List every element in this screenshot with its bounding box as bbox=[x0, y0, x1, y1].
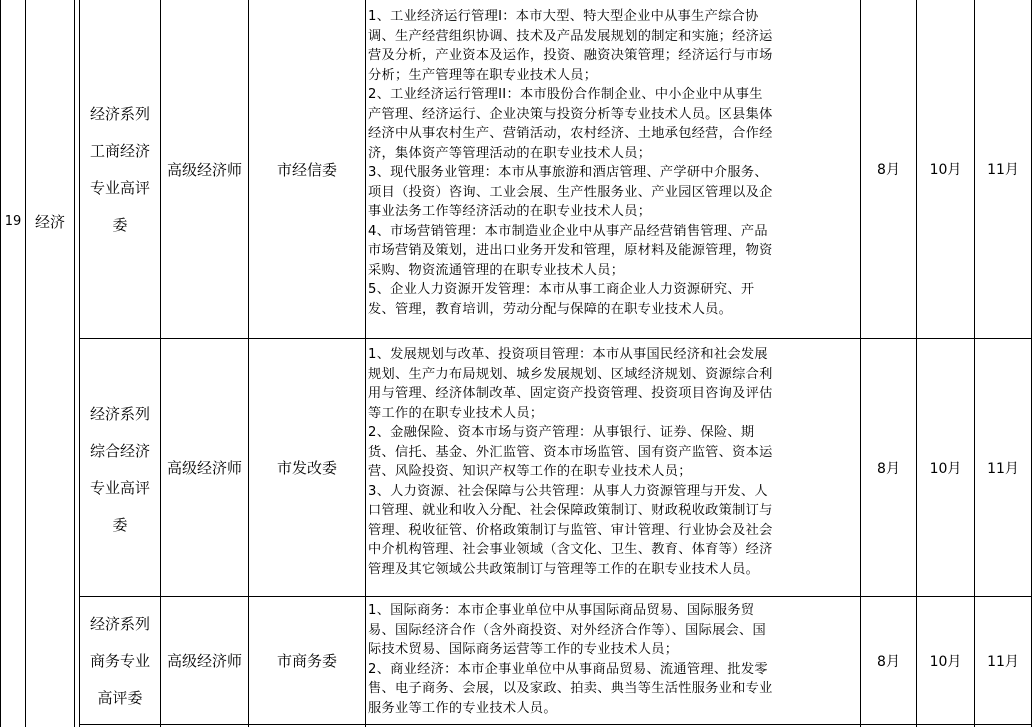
scope-line: 服务业等工作的专业技术人员。 bbox=[368, 700, 557, 716]
scope-text bbox=[368, 345, 860, 579]
scope-line: 市场营销及策划，进出口业务开发和管理，原材料及能源管理，物资 bbox=[368, 243, 773, 258]
scope-line: 营及分析，产业资本及运作，投资、融资决策管理；经济运行与市场 bbox=[368, 48, 773, 63]
scope-line: 调、生产经营组织协调、技术及产品发展规划的制定和实施；经济运 bbox=[368, 28, 773, 44]
scope-text bbox=[368, 7, 860, 319]
scope-line: 际技术贸易、国际商务运营等工作的专业技术人员； bbox=[368, 642, 679, 657]
field-name: 经济 bbox=[34, 212, 65, 231]
organizer: 市商务委 bbox=[276, 652, 337, 670]
scope-line: 发、管理，教育培训，劳动分配与保障的在职专业技术人员。 bbox=[368, 301, 733, 317]
scope-line: 分析；生产管理等在职专业技术人员； bbox=[368, 67, 598, 83]
scope-line: 项目（投资）咨询、工业会展、生产性服务业、产业园区管理以及企 bbox=[368, 184, 773, 200]
scope-line: 易、国际经济合作（含外商投资、对外经济合作等）、国际展会、国 bbox=[368, 622, 767, 638]
month-1: 8月 bbox=[877, 162, 900, 178]
month-1: 8月 bbox=[877, 653, 900, 670]
title-level: 高级经济师 bbox=[166, 652, 242, 670]
scope-line: 3、人力资源、社会保障与公共管理：从事人力资源管理与开发、人 bbox=[368, 483, 768, 499]
scope-line: 1、工业经济运行管理I：本市大型、特大型企业中从事生产综合协 bbox=[368, 9, 759, 24]
scope-line: 管理、税收征管、价格政策制订与监管、审计管理、行业协会及社会 bbox=[368, 522, 773, 538]
scope-line: 口管理、就业和收入分配、社会保障政策制订、财政税收政策制订与 bbox=[368, 503, 773, 518]
scope-line: 营、风险投资、知识产权等工作的在职专业技术人员； bbox=[368, 464, 692, 479]
scope-line: 3、现代服务业管理：本市从事旅游和酒店管理、产学研中介服务、 bbox=[368, 165, 768, 180]
scope-line: 采购、物资流通管理的在职专业技术人员； bbox=[368, 262, 625, 278]
row-divider-bottom bbox=[79, 724, 1032, 725]
scope-line: 用与管理、经济体制改革、固定资产投资管理、投资项目咨询及评估 bbox=[368, 386, 773, 401]
scope-line: 2、金融保险、资本市场与资产管理：从事银行、证券、保险、期 bbox=[368, 425, 755, 440]
table-divider-field bbox=[74, 0, 75, 727]
scope-line: 事业法务工作等经济活动的在职专业技术人员； bbox=[368, 204, 652, 219]
committee-name: 经济系列 商务专业 高评委 bbox=[89, 614, 150, 707]
month-2: 10月 bbox=[929, 460, 962, 477]
table-divider-scope bbox=[365, 0, 366, 727]
scope-line: 规划、生产力布局规划、城乡发展规划、区域经济规划、资源综合利 bbox=[368, 366, 773, 382]
table-border-right bbox=[1031, 0, 1032, 727]
month-2: 10月 bbox=[929, 162, 962, 178]
committee-name: 经济系列 工商经济 专业高评 委 bbox=[89, 105, 150, 234]
scope-line: 济，集体资产等管理活动的在职专业技术人员； bbox=[368, 145, 652, 161]
title-level: 高级经济师 bbox=[166, 459, 242, 477]
scope-line: 中介机构管理、社会事业领域（含文化、卫生、教育、体育等）经济 bbox=[368, 542, 773, 557]
scope-line: 5、企业人力资源开发管理：本市从事工商企业人力资源研究、开 bbox=[368, 282, 755, 297]
scope-line: 2、工业经济运行管理II：本市股份合作制企业、中小企业中从事生 bbox=[368, 87, 763, 102]
scope-line: 4、市场营销管理：本市制造业企业中从事产品经营销售管理、产品 bbox=[368, 223, 768, 239]
scope-line: 等工作的在职专业技术人员； bbox=[368, 405, 544, 421]
month-1: 8月 bbox=[877, 460, 900, 477]
scope-line: 2、商业经济：本市企事业单位中从事商品贸易、流通管理、批发零 bbox=[368, 661, 768, 677]
scope-line: 管理及其它领域公共政策制订与管理等工作的在职专业技术人员。 bbox=[368, 561, 760, 577]
scope-line: 1、国际商务：本市企事业单位中从事国际商品贸易、国际服务贸 bbox=[368, 603, 755, 618]
scope-line: 售、电子商务、会展，以及家政、拍卖、典当等生活性服务业和专业 bbox=[368, 681, 773, 696]
row-number: 19 bbox=[4, 213, 22, 229]
scope-line: 产管理、经济运行、企业决策与投资分析等专业技术人员。区县集体 bbox=[368, 106, 773, 122]
month-3: 11月 bbox=[987, 460, 1019, 477]
scope-line: 1、发展规划与改革、投资项目管理：本市从事国民经济和社会发展 bbox=[368, 347, 768, 362]
committee-name: 经济系列 综合经济 专业高评 委 bbox=[89, 405, 150, 534]
month-2: 10月 bbox=[929, 653, 962, 670]
organizer: 市经信委 bbox=[276, 160, 337, 179]
scope-line: 货、信托、基金、外汇监管、资本市场监管、国有资产监管、资本运 bbox=[368, 444, 773, 460]
month-3: 11月 bbox=[987, 162, 1019, 178]
organizer: 市发改委 bbox=[276, 459, 337, 477]
month-3: 11月 bbox=[987, 653, 1019, 670]
scope-text bbox=[368, 601, 860, 718]
scope-line: 经济中从事农村生产、营销活动，农村经济、土地承包经营，合作经 bbox=[368, 126, 773, 141]
title-level: 高级经济师 bbox=[166, 160, 242, 179]
